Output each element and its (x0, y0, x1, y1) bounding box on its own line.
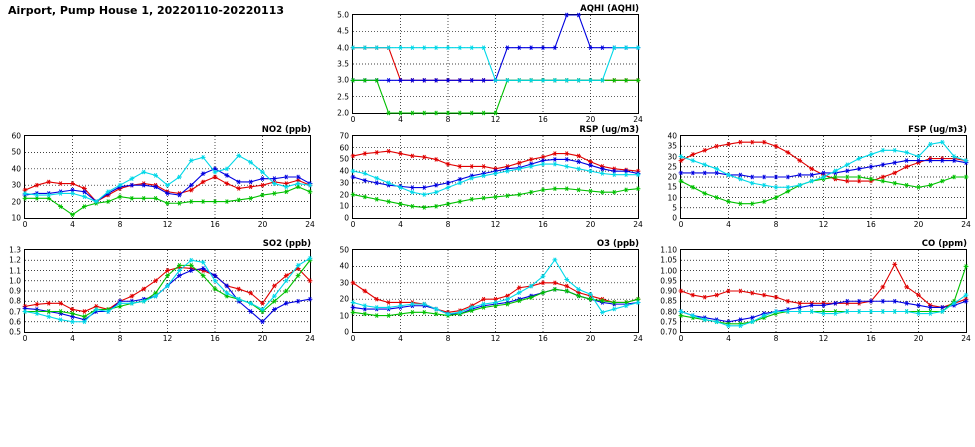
y-tick-label: 1.05 (660, 255, 677, 265)
plot-area-rsp (352, 135, 639, 219)
x-tick-label: 8 (445, 115, 451, 124)
y-tick-label: 1.10 (660, 245, 677, 255)
y-tick-label: 5.0 (337, 10, 349, 20)
plot-area-no2 (24, 135, 311, 219)
y-tick-label: 25 (667, 162, 677, 172)
page-title: Airport, Pump House 1, 20220110-20220113 (8, 4, 285, 17)
x-tick-label: 0 (22, 334, 28, 343)
y-tick-label: 2.5 (337, 92, 349, 102)
y-tick-label: 20 (339, 294, 349, 304)
x-tick-label: 16 (538, 334, 548, 343)
x-tick-label: 24 (961, 220, 971, 229)
x-tick-label: 0 (350, 334, 356, 343)
plot-area-so2 (24, 249, 311, 333)
x-tick-label: 24 (633, 220, 643, 229)
y-tick-label: 60 (11, 131, 21, 141)
y-tick-label: 0 (672, 213, 677, 223)
plot-area-aqhi (352, 14, 639, 114)
x-tick-label: 20 (585, 115, 596, 124)
x-tick-label: 20 (913, 220, 924, 229)
chart-title-rsp: RSP (ug/m3) (579, 125, 639, 135)
x-tick-label: 24 (305, 220, 315, 229)
y-tick-label: 10 (339, 201, 349, 211)
x-tick-label: 12 (490, 115, 501, 124)
x-tick-label: 20 (913, 334, 924, 343)
x-tick-label: 24 (633, 334, 643, 343)
chart-title-o3: O3 (ppb) (596, 239, 639, 249)
y-tick-label: 70 (339, 131, 349, 141)
x-tick-label: 0 (350, 115, 356, 124)
y-tick-label: 1.2 (9, 255, 21, 265)
x-tick-label: 0 (350, 220, 356, 229)
y-tick-label: 20 (339, 190, 349, 200)
y-tick-label: 3.0 (337, 75, 349, 85)
y-tick-label: 1.1 (9, 266, 21, 275)
y-tick-label: 0.7 (9, 307, 21, 316)
y-tick-label: 0.75 (660, 317, 677, 327)
y-tick-label: 40 (11, 164, 21, 174)
x-tick-label: 24 (961, 334, 971, 343)
x-tick-label: 20 (585, 220, 596, 229)
y-tick-label: 30 (11, 180, 21, 190)
y-tick-label: 0.70 (660, 327, 677, 337)
chart-title-so2: SO2 (ppb) (262, 239, 311, 249)
plot-area-o3 (352, 249, 639, 333)
y-tick-label: 1.3 (9, 245, 21, 255)
x-tick-label: 8 (117, 334, 123, 343)
x-tick-label: 12 (162, 220, 173, 229)
y-tick-label: 50 (339, 154, 349, 164)
x-tick-label: 16 (866, 334, 876, 343)
y-tick-label: 30 (339, 278, 349, 288)
x-tick-label: 8 (773, 220, 779, 229)
x-tick-label: 16 (538, 220, 548, 229)
x-tick-label: 8 (117, 220, 123, 229)
y-tick-label: 15 (667, 182, 677, 192)
x-tick-label: 16 (538, 115, 548, 124)
y-tick-label: 20 (11, 197, 21, 207)
y-tick-label: 10 (667, 193, 677, 202)
plot-area-co (680, 249, 967, 333)
y-tick-label: 0.8 (9, 296, 21, 306)
y-tick-label: 0.9 (9, 286, 21, 296)
y-tick-label: 40 (339, 261, 349, 271)
y-tick-label: 1.00 (660, 266, 677, 275)
plot-area-fsp (680, 135, 967, 219)
y-tick-label: 5 (672, 203, 677, 213)
x-tick-label: 16 (210, 334, 220, 343)
y-tick-label: 0 (344, 213, 349, 223)
x-tick-label: 4 (398, 115, 403, 124)
y-tick-label: 20 (667, 172, 677, 182)
chart-title-co: CO (ppm) (921, 239, 967, 249)
y-tick-label: 60 (339, 143, 349, 153)
y-tick-label: 0.80 (660, 307, 677, 316)
x-tick-label: 4 (70, 334, 75, 343)
y-tick-label: 40 (667, 131, 677, 141)
y-tick-label: 50 (11, 147, 21, 157)
y-tick-label: 1.0 (9, 276, 21, 286)
y-tick-label: 0 (344, 327, 349, 337)
y-tick-label: 2.0 (337, 108, 349, 118)
x-tick-label: 12 (490, 334, 501, 343)
y-tick-label: 3.5 (337, 59, 349, 69)
y-tick-label: 30 (339, 178, 349, 188)
y-tick-label: 4.0 (337, 43, 349, 53)
x-tick-label: 20 (585, 334, 596, 343)
y-tick-label: 10 (339, 311, 349, 321)
y-tick-label: 10 (11, 213, 21, 223)
y-tick-label: 0.95 (660, 276, 677, 286)
x-tick-label: 20 (257, 334, 268, 343)
x-tick-label: 8 (445, 334, 451, 343)
x-tick-label: 0 (22, 220, 28, 229)
x-tick-label: 8 (445, 220, 451, 229)
chart-title-no2: NO2 (ppb) (261, 125, 311, 135)
y-tick-label: 0.85 (660, 296, 677, 306)
x-tick-label: 4 (398, 220, 403, 229)
x-tick-label: 8 (773, 334, 779, 343)
x-tick-label: 0 (678, 334, 684, 343)
x-tick-label: 20 (257, 220, 268, 229)
x-tick-label: 12 (162, 334, 173, 343)
y-tick-label: 35 (667, 141, 677, 151)
x-tick-label: 16 (210, 220, 220, 229)
y-tick-label: 0.5 (9, 327, 21, 337)
y-tick-label: 50 (339, 245, 349, 255)
x-tick-label: 4 (726, 220, 731, 229)
x-tick-label: 12 (818, 334, 829, 343)
y-tick-label: 30 (667, 152, 677, 161)
x-tick-label: 24 (305, 334, 315, 343)
x-tick-label: 0 (678, 220, 684, 229)
x-tick-label: 4 (726, 334, 731, 343)
y-tick-label: 0.6 (9, 317, 21, 327)
y-tick-label: 40 (339, 166, 349, 176)
x-tick-label: 12 (490, 220, 501, 229)
y-tick-label: 0.90 (660, 286, 677, 296)
chart-title-fsp: FSP (ug/m3) (908, 125, 967, 135)
x-tick-label: 4 (398, 334, 403, 343)
chart-title-aqhi: AQHI (AQHI) (580, 4, 639, 14)
x-tick-label: 12 (818, 220, 829, 229)
x-tick-label: 24 (633, 115, 643, 124)
x-tick-label: 4 (70, 220, 75, 229)
x-tick-label: 16 (866, 220, 876, 229)
y-tick-label: 4.5 (337, 26, 349, 36)
